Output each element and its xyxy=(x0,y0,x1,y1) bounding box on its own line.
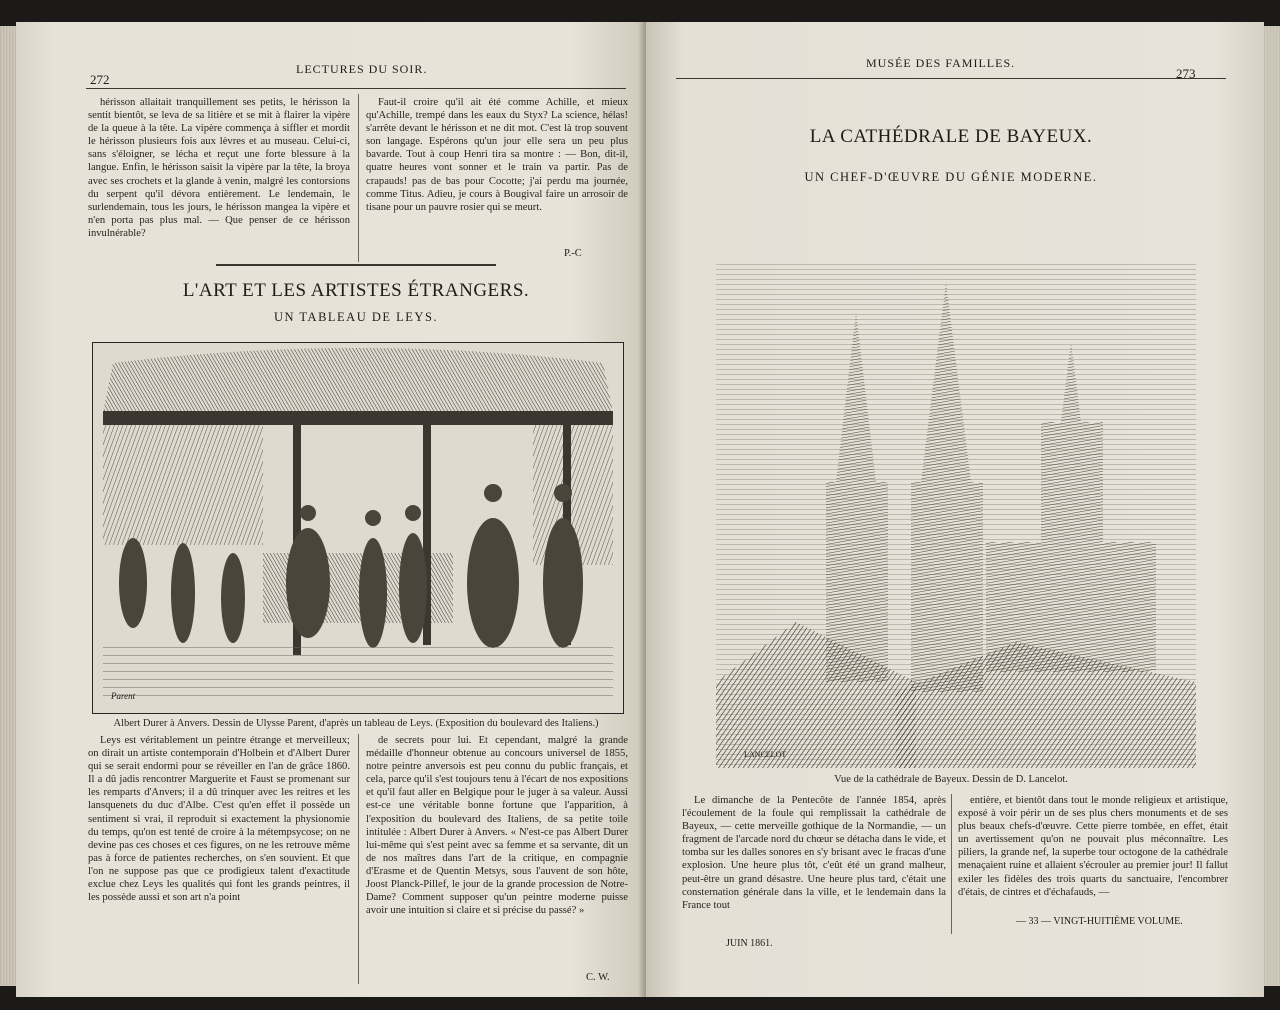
page-number: 272 xyxy=(90,72,110,87)
paragraph: Leys est véritablement un peintre étrange et merveilleux; on dirait un artiste contemporain d'Holbein et d'Albert Durer qui se serait endormi pour se réveiller en l'an de grâce 1860. Il a dû jadis rencontrer Marguerite et Faust se promenant sur les remparts d'Anvers; il a dû trinquer avec les reitres et les lansquenets du duc d'Albe. C'est qu'en effet il possède un sentiment si vrai, il reproduit si exactement la physionomie du temps, qu'on est tenté de croire à la métempsycose; on ne devine pas ces choses et ces figures, on ne les retrouve même pas à force de patientes recherches, on s'en souvient. Et que l'on ne suppose pas que ce prodigieux talent d'exactitude exclue chez Leys les qualités qui font les grands peintres, il les possède aussi et son art n'a point xyxy=(88,735,350,904)
paragraph: de secrets pour lui. Et cependant, malgré la grande médaille d'honneur obtenue au concours universel de 1855, notre peintre anversois est peu connu du public français, et cela, parce qu'il s'est toujours tenu à l'écart de nos expositions et qu'il faut aller en Belgique pour le juger à sa valeur. Aussi est-ce une véritable bonne fortune que l'apparition, à l'exposition du boulevard des Italiens, de sa petite toile intitulée : Albert Durer à Anvers. « N'est-ce pas Albert Durer lui-même qui s'est peint avec sa femme et sa servante, dit un de nos maîtres dans l'art de la critique, en compagnie d'Erasme et de Quentin Metsys, sous l'auvent de son hôte, Joost Planck-Pillef, le jour de la grande procession de Notre-Dame? Comment supposer qu'un peintre moderne puisse avoir une intuition si claire et si précise du passé? » xyxy=(366,735,628,917)
page-number: 273 xyxy=(1176,66,1196,81)
engraving-bayeux-cathedral xyxy=(716,262,1196,768)
illustration-signature: LANCELOT xyxy=(744,750,787,759)
section-rule xyxy=(216,264,496,266)
paragraph: entière, et bientôt dans tout le monde religieux et artistique, exposé à voir périr un de ses plus chers monuments et de ses plus beaux chefs-d'œuvre. Cette pierre tombée, en effet, était un avertissement qu'on ne pouvait plus méconnaître. Les piliers, la grande nef, la superbe tour octogone de la cathédrale menaçaient ruine et allaient s'écrouler au premier jour! Il fallut exiler les fidèles des trois quarts du sanctuaire, l'encombrer d'étais, de cintres et d'échafauds, — xyxy=(958,795,1228,898)
signature: C. W. xyxy=(586,972,610,983)
header-rule xyxy=(86,88,626,89)
text-column xyxy=(958,794,1228,912)
article-subtitle: UN CHEF-D'ŒUVRE DU GÉNIE MODERNE. xyxy=(804,170,1098,184)
running-head: LECTURES DU SOIR. xyxy=(296,62,428,76)
text-column xyxy=(366,96,628,258)
text-column xyxy=(682,794,946,934)
header-rule xyxy=(676,78,1226,79)
article-title: LA CATHÉDRALE DE BAYEUX. xyxy=(809,126,1093,147)
footer-date: JUIN 1861. xyxy=(726,938,773,949)
text-column xyxy=(366,734,628,978)
left-page xyxy=(16,22,646,997)
paragraph: Le dimanche de la Pentecôte de l'année 1854, après l'écoulement de la foule qui remplissait la cathédrale de Bayeux, — cette merveille gothique de la Normandie, — un fragment de l'arcade nord du chœur se détacha dans le vide, et tomba sur les dalles sonores en s'y brisant avec le fracas d'une explosion. Une heure plus tôt, c'eût été un grand malheur, peut-être un grand désastre. Une heure plus tard, c'était une consternation générale dans la ville, et le lendemain dans la France tout xyxy=(682,795,946,911)
engraving-albert-durer xyxy=(92,342,624,714)
right-page-edges xyxy=(1262,26,1280,986)
illustration-caption: Vue de la cathédrale de Bayeux. Dessin de D. Lancelot. xyxy=(834,774,1068,785)
right-page xyxy=(646,22,1264,997)
running-head: MUSÉE DES FAMILLES. xyxy=(866,56,1016,70)
text-column xyxy=(88,734,350,984)
footer-volume: — 33 — VINGT-HUITIÈME VOLUME. xyxy=(1016,916,1183,927)
text-column xyxy=(88,96,350,264)
paragraph: Faut-il croire qu'il ait été comme Achille, et mieux qu'Achille, trempé dans les eaux du Styx? La science, hélas! s'arrête devant le hérisson et ne dit mot. C'est là trop souvent son langage. Espérons qu'un jour elle sera un peu plus bavarde. Tout à coup Henri tira sa montre : — Bon, dit-il, quatre heures vont sonner et le train va partir. Pas de crapauds! pas de bas pour Cocotte; j'ai perdu ma journée, comme Titus. Adieu, je cours à Bougival faire un arrosoir de tisane pour un pauvre rosier qui se meurt. xyxy=(366,97,628,213)
illustration-signature: Parent xyxy=(111,691,136,701)
article-subtitle: UN TABLEAU DE LEYS. xyxy=(273,310,439,324)
column-rule xyxy=(358,94,359,262)
column-rule xyxy=(358,734,359,984)
column-rule xyxy=(951,794,952,934)
article-title: L'ART ET LES ARTISTES ÉTRANGERS. xyxy=(182,280,530,301)
illustration-caption: Albert Durer à Anvers. Dessin de Ulysse Parent, d'après un tableau de Leys. (Exposition du boulevard des Italiens.) xyxy=(113,718,599,729)
signature: P.-C xyxy=(564,248,582,259)
paragraph: hérisson allaitait tranquillement ses petits, le hérisson la sentit bientôt, se leva de sa litière et se mit à flairer la vipère de la queue à la tête. La vipère commença à siffler et mordit le hérisson plusieurs fois aux lèvres et au museau. Celui-ci, sans s'éloigner, se lécha et reçut une forte blessure à la langue. Enfin, le hérisson saisit la vipère par la tête, la broya avec ses crochets et la glande à venin, malgré les contorsions du serpent qu'il dévora entièrement. Le lendemain, le surlendemain, tous les jours, le hérisson mangea la vipère et n'en porta pas plus mal. — Que penser de ce hérisson invulnérable? xyxy=(88,97,350,239)
